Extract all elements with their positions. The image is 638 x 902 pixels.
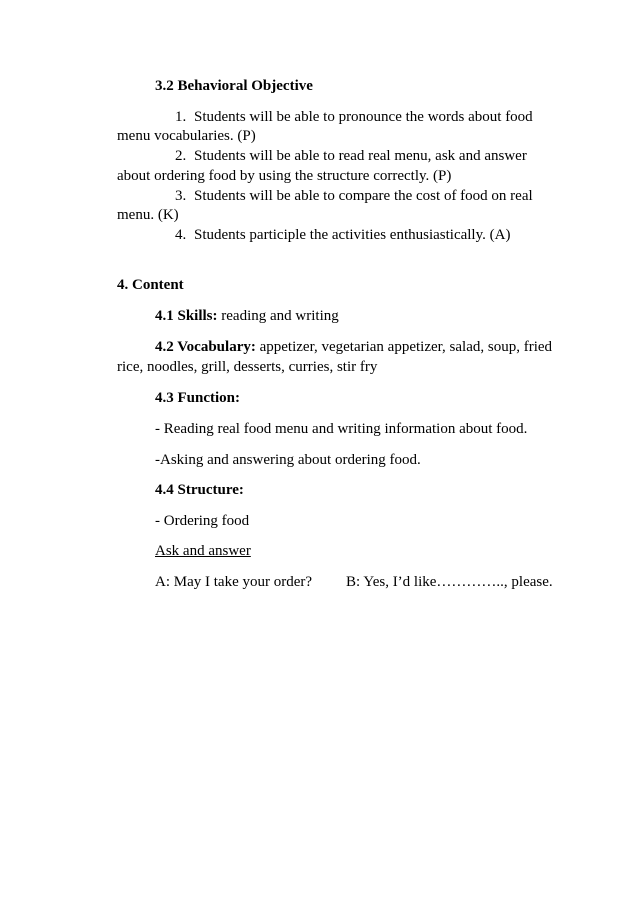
section-heading-content: 4. Content bbox=[117, 277, 184, 293]
objective-number: 1. bbox=[175, 109, 187, 125]
objective-item-2-continued: about ordering food by using the structure correctly. (P) bbox=[117, 168, 452, 184]
dialogue-a: A: May I take your order? bbox=[155, 574, 313, 590]
objective-item-3 bbox=[175, 186, 533, 206]
objective-text: Students will be able to pronounce the words about food bbox=[194, 109, 533, 125]
objective-item-2 bbox=[175, 146, 527, 166]
objective-number: 4. bbox=[175, 227, 187, 243]
objective-number: 2. bbox=[175, 148, 187, 164]
objective-text: Students will be able to read real menu, ask and answer bbox=[194, 148, 527, 164]
function-item: - Reading real food menu and writing information about food. bbox=[155, 421, 528, 437]
objective-number: 3. bbox=[175, 188, 187, 204]
vocabulary-label: 4.2 Vocabulary: bbox=[155, 339, 256, 355]
objective-text: Students participle the activities enthusiastically. (A) bbox=[194, 227, 511, 243]
objective-item-1 bbox=[175, 107, 533, 127]
structure-label: 4.4 Structure: bbox=[155, 482, 244, 498]
vocabulary-text: appetizer, vegetarian appetizer, salad, soup, fried bbox=[255, 339, 553, 355]
skills-line bbox=[155, 306, 339, 326]
vocabulary-line bbox=[155, 337, 552, 357]
section-heading-behavioral-objective: 3.2 Behavioral Objective bbox=[155, 78, 313, 94]
skills-text: reading and writing bbox=[217, 308, 339, 324]
objective-item-4 bbox=[175, 225, 510, 245]
objective-item-3-continued: menu. (K) bbox=[117, 207, 179, 223]
function-item: -Asking and answering about ordering food. bbox=[155, 452, 421, 468]
dialogue-b: B: Yes, I’d like………….., please. bbox=[346, 574, 553, 590]
function-label: 4.3 Function: bbox=[155, 390, 241, 406]
skills-label: 4.1 Skills: bbox=[155, 308, 218, 324]
structure-subheading: Ask and answer bbox=[155, 543, 251, 559]
objective-item-1-continued: menu vocabularies. (P) bbox=[117, 128, 256, 144]
vocabulary-line-continued: rice, noodles, grill, desserts, curries, stir fry bbox=[117, 359, 378, 375]
structure-item: - Ordering food bbox=[155, 513, 250, 529]
objective-text: Students will be able to compare the cost of food on real bbox=[194, 188, 533, 204]
